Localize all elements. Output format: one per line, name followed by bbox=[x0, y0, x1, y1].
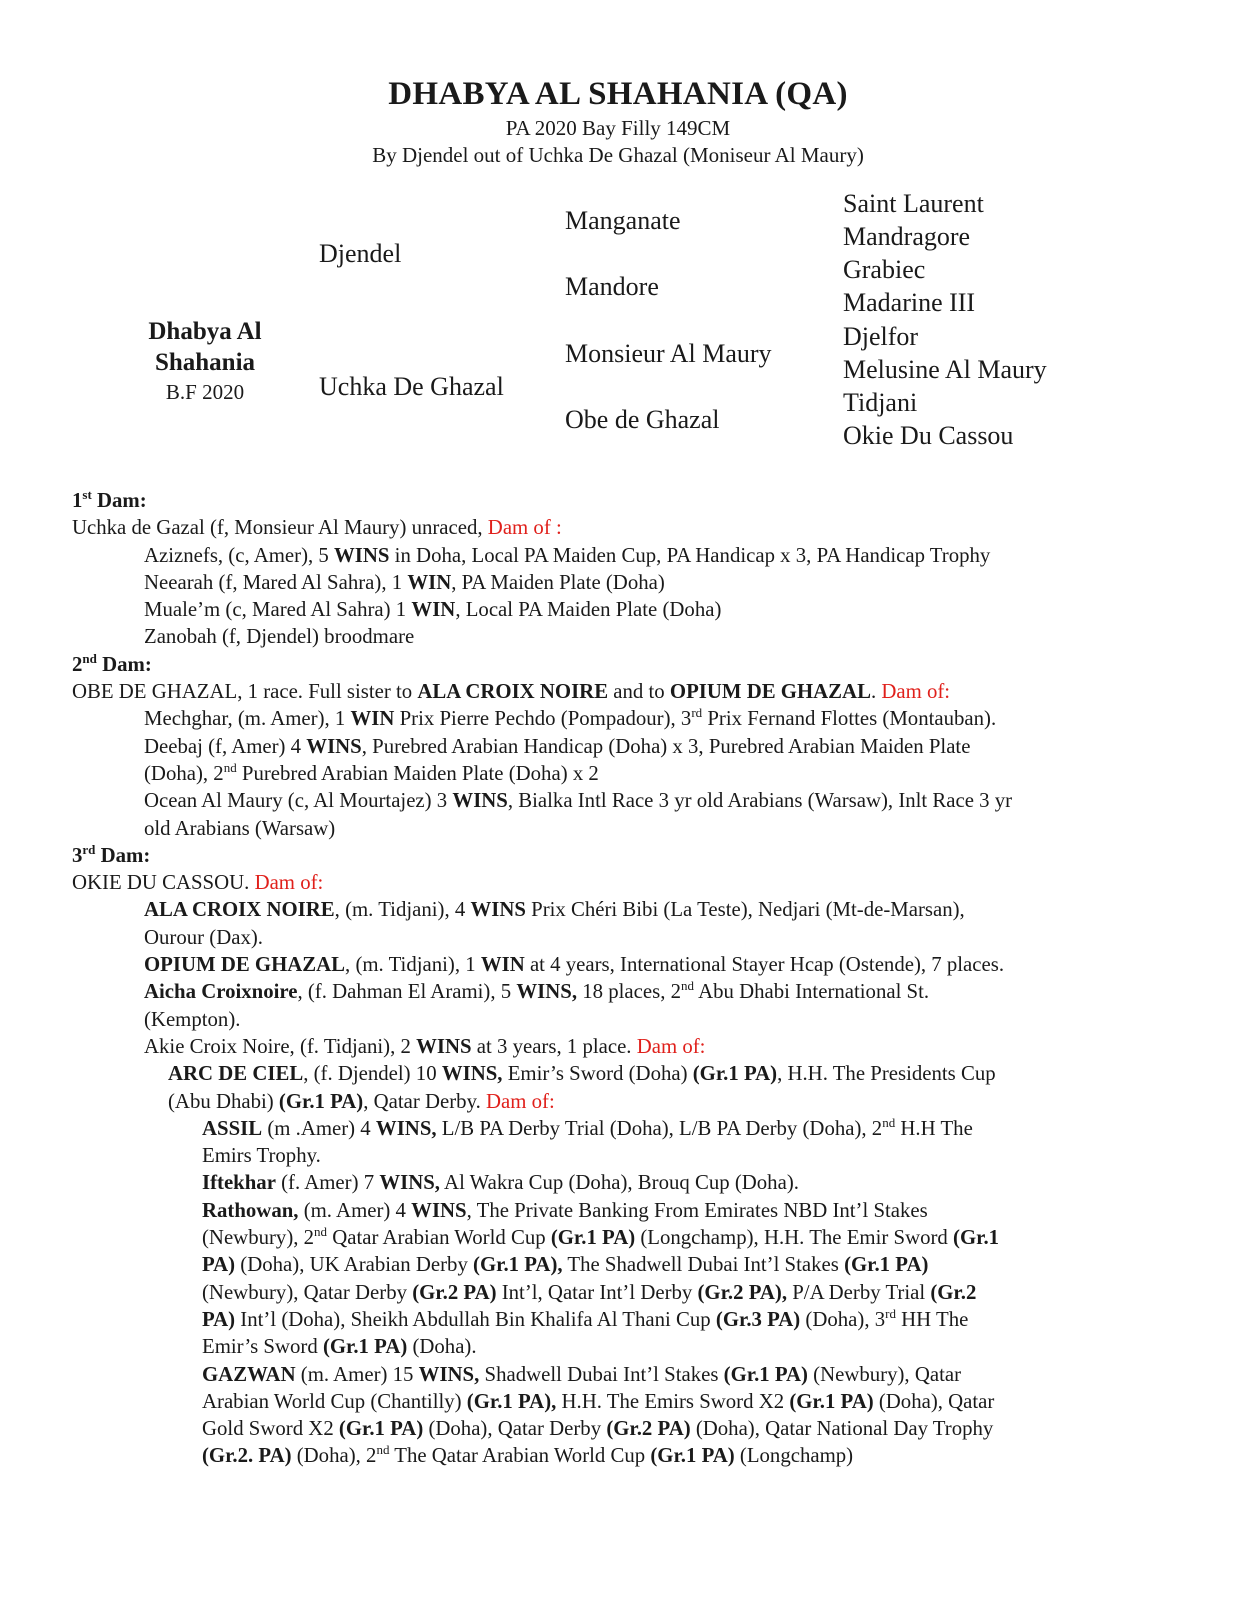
dam2-produce-2-cont: (Doha), 2nd Purebred Arabian Maiden Plate (Doha) x 2 bbox=[144, 760, 599, 785]
subtitle-description: PA 2020 Bay Filly 149CM bbox=[505, 116, 731, 140]
pedigree-sire-dam: Mandore bbox=[565, 272, 659, 301]
assil-line2: Emirs Trophy. bbox=[202, 1144, 321, 1168]
rathowan-line1: Rathowan, (m. Amer) 4 WINS, The Private Banking From Emirates NBD Int’l Stakes bbox=[202, 1198, 928, 1222]
dam2-produce-3: Ocean Al Maury (c, Al Mourtajez) 3 WINS, Bialka Intl Race 3 yr old Arabians (Warsaw), Inlt Race 3 yr bbox=[144, 789, 1013, 813]
pedigree-g3-5: Djelfor bbox=[843, 322, 919, 351]
arc-de-ciel-line1: ARC DE CIEL, (f. Djendel) 10 WINS, Emir’s Sword (Doha) (Gr.1 PA), H.H. The Presidents Cup bbox=[168, 1062, 996, 1086]
pedigree-sire: Djendel bbox=[319, 239, 402, 268]
dam3-produce-1-cont: Ourour (Dax). bbox=[144, 925, 263, 949]
rathowan-line3: PA) (Doha), UK Arabian Derby (Gr.1 PA), The Shadwell Dubai Int’l Stakes (Gr.1 PA) bbox=[202, 1253, 929, 1277]
dam2-produce-3-cont: old Arabians (Warsaw) bbox=[144, 816, 336, 840]
dam3-produce-4: Akie Croix Noire, (f. Tidjani), 2 WINS at 3 years, 1 place. Dam of: bbox=[144, 1034, 706, 1058]
rathowan-line4: (Newbury), Qatar Derby (Gr.2 PA) Int’l, Qatar Int’l Derby (Gr.2 PA), P/A Derby Trial (Gr.2 bbox=[202, 1280, 977, 1304]
pedigree-g3-4: Madarine III bbox=[843, 288, 976, 317]
dam3-produce-3-cont: (Kempton). bbox=[144, 1007, 241, 1031]
horse-desc: B.F 2020 bbox=[165, 380, 245, 404]
rathowan-line6: Emir’s Sword (Gr.1 PA) (Doha). bbox=[202, 1335, 477, 1359]
dam1-produce-3: Muale’m (c, Mared Al Sahra) 1 WIN, Local PA Maiden Plate (Doha) bbox=[144, 598, 722, 622]
pedigree-g3-2: Mandragore bbox=[843, 222, 971, 251]
gazwan-line4: (Gr.2. PA) (Doha), 2nd The Qatar Arabian World Cup (Gr.1 PA) (Longchamp) bbox=[202, 1442, 854, 1468]
pedigree-g3-3: Grabiec bbox=[843, 255, 926, 284]
iftekhar-line: Iftekhar (f. Amer) 7 WINS, Al Wakra Cup (Doha), Brouq Cup (Doha). bbox=[202, 1171, 799, 1195]
arc-de-ciel-line2: (Abu Dhabi) (Gr.1 PA), Qatar Derby. Dam of: bbox=[168, 1089, 555, 1113]
dam2-produce-1: Mechghar, (m. Amer), 1 WIN Prix Pierre Pechdo (Pompadour), 3rd Prix Fernand Flottes (Montauban). bbox=[144, 705, 997, 731]
rathowan-line2: (Newbury), 2nd Qatar Arabian World Cup (Gr.1 PA) (Longchamp), H.H. The Emir Sword (Gr.1 bbox=[202, 1224, 1000, 1250]
horse-name-line2: Shahania bbox=[154, 349, 256, 376]
dam1-intro: Uchka de Gazal (f, Monsieur Al Maury) unraced, Dam of : bbox=[72, 516, 562, 540]
horse-name-line1: Dhabya Al bbox=[148, 318, 262, 345]
dam3-produce-1: ALA CROIX NOIRE, (m. Tidjani), 4 WINS Prix Chéri Bibi (La Teste), Nedjari (Mt-de-Marsan), bbox=[144, 898, 965, 922]
dam1-produce-1: Aziznefs, (c, Amer), 5 WINS in Doha, Local PA Maiden Cup, PA Handicap x 3, PA Handicap Trophy bbox=[144, 543, 991, 567]
dam3-produce-2: OPIUM DE GHAZAL, (m. Tidjani), 1 WIN at 4 years, International Stayer Hcap (Ostende), 7 places. bbox=[144, 953, 1005, 977]
dam3-intro: OKIE DU CASSOU. Dam of: bbox=[72, 871, 324, 895]
dam2-intro: OBE DE GHAZAL, 1 race. Full sister to ALA CROIX NOIRE and to OPIUM DE GHAZAL. Dam of: bbox=[72, 680, 951, 704]
pedigree-horse bbox=[120, 316, 290, 405]
pedigree-dam: Uchka De Ghazal bbox=[319, 372, 504, 401]
assil-line1: ASSIL (m .Amer) 4 WINS, L/B PA Derby Trial (Doha), L/B PA Derby (Doha), 2nd H.H The bbox=[202, 1114, 973, 1140]
pedigree-dam-sire: Monsieur Al Maury bbox=[565, 339, 772, 368]
dam3-heading: 3rd Dam: bbox=[72, 841, 151, 867]
gazwan-line3: Gold Sword X2 (Gr.1 PA) (Doha), Qatar Derby (Gr.2 PA) (Doha), Qatar National Day Trophy bbox=[202, 1417, 994, 1441]
dam1-produce-4: Zanobah (f, Djendel) broodmare bbox=[144, 625, 415, 649]
pedigree-sire-sire: Manganate bbox=[565, 206, 681, 235]
dam1-produce-2: Neearah (f, Mared Al Sahra), 1 WIN, PA Maiden Plate (Doha) bbox=[144, 570, 665, 594]
subtitle-parentage: By Djendel out of Uchka De Ghazal (Moniseur Al Maury) bbox=[372, 143, 864, 167]
pedigree-g3-1: Saint Laurent bbox=[843, 189, 984, 218]
gazwan-line2: Arabian World Cup (Chantilly) (Gr.1 PA), H.H. The Emirs Sword X2 (Gr.1 PA) (Doha), Qatar bbox=[202, 1389, 995, 1413]
dam2-heading: 2nd Dam: bbox=[72, 650, 152, 676]
pedigree-g3-6: Melusine Al Maury bbox=[843, 355, 1047, 384]
pedigree-dam-dam: Obe de Ghazal bbox=[565, 405, 720, 434]
dam-history bbox=[72, 487, 1172, 1470]
pedigree-g3-8: Okie Du Cassou bbox=[843, 421, 1014, 450]
gazwan-line1: GAZWAN (m. Amer) 15 WINS, Shadwell Dubai Int’l Stakes (Gr.1 PA) (Newbury), Qatar bbox=[202, 1362, 962, 1386]
pedigree-g3-7: Tidjani bbox=[843, 388, 918, 417]
rathowan-line5: PA) Int’l (Doha), Sheikh Abdullah Bin Khalifa Al Thani Cup (Gr.3 PA) (Doha), 3rd HH The bbox=[202, 1305, 969, 1331]
dam2-produce-2: Deebaj (f, Amer) 4 WINS, Purebred Arabian Handicap (Doha) x 3, Purebred Arabian Maiden Plate bbox=[144, 734, 971, 758]
dam3-produce-3: Aicha Croixnoire, (f. Dahman El Arami), 5 WINS, 18 places, 2nd Abu Dhabi International St. bbox=[144, 978, 930, 1004]
page-title: DHABYA AL SHAHANIA (QA) bbox=[388, 76, 848, 112]
dam1-heading: 1st Dam: bbox=[72, 487, 147, 512]
